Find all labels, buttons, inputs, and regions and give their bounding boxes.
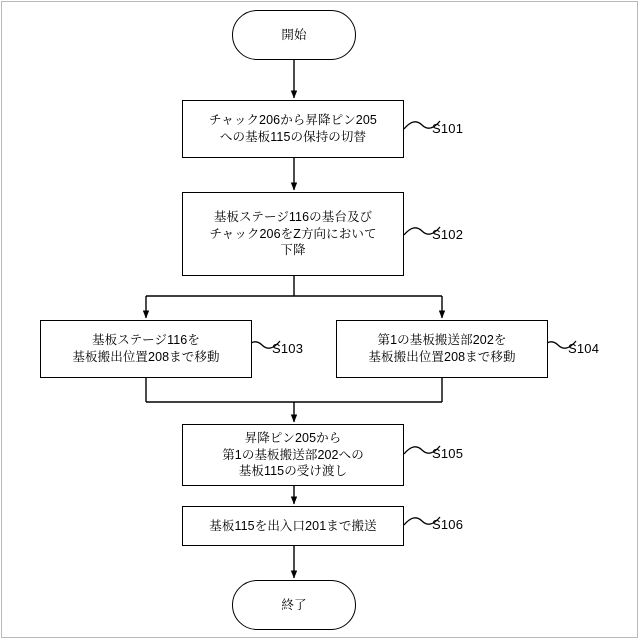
node-s101-label: チャック206から昇降ピン205 への基板115の保持の切替 bbox=[209, 113, 377, 144]
step-label-s103: S103 bbox=[272, 341, 304, 356]
node-s103-label: 基板ステージ116を 基板搬出位置208まで移動 bbox=[72, 333, 220, 364]
node-s105[interactable] bbox=[182, 424, 404, 486]
node-start-label: 開始 bbox=[281, 27, 307, 42]
step-label-s104: S104 bbox=[568, 341, 600, 356]
step-label-s106: S106 bbox=[432, 517, 464, 532]
step-label-s105: S105 bbox=[432, 446, 464, 461]
step-label-s101: S101 bbox=[432, 121, 464, 136]
node-s104-label: 第1の基板搬送部202を 基板搬出位置208まで移動 bbox=[368, 333, 516, 364]
node-start[interactable] bbox=[232, 10, 356, 60]
node-s105-label: 昇降ピン205から 第1の基板搬送部202への 基板115の受け渡し bbox=[222, 430, 364, 479]
node-end[interactable] bbox=[232, 580, 356, 630]
step-label-s102: S102 bbox=[432, 227, 464, 242]
node-s102[interactable] bbox=[182, 192, 404, 276]
node-s106-label: 基板115を出入口201まで搬送 bbox=[209, 518, 377, 533]
node-s104[interactable] bbox=[336, 320, 548, 378]
node-s102-label: 基板ステージ116の基台及び チャック206をZ方向において 下降 bbox=[209, 209, 377, 258]
node-s103[interactable] bbox=[40, 320, 252, 378]
node-end-label: 終了 bbox=[281, 597, 307, 612]
node-s106[interactable] bbox=[182, 506, 404, 546]
node-s101[interactable] bbox=[182, 100, 404, 158]
